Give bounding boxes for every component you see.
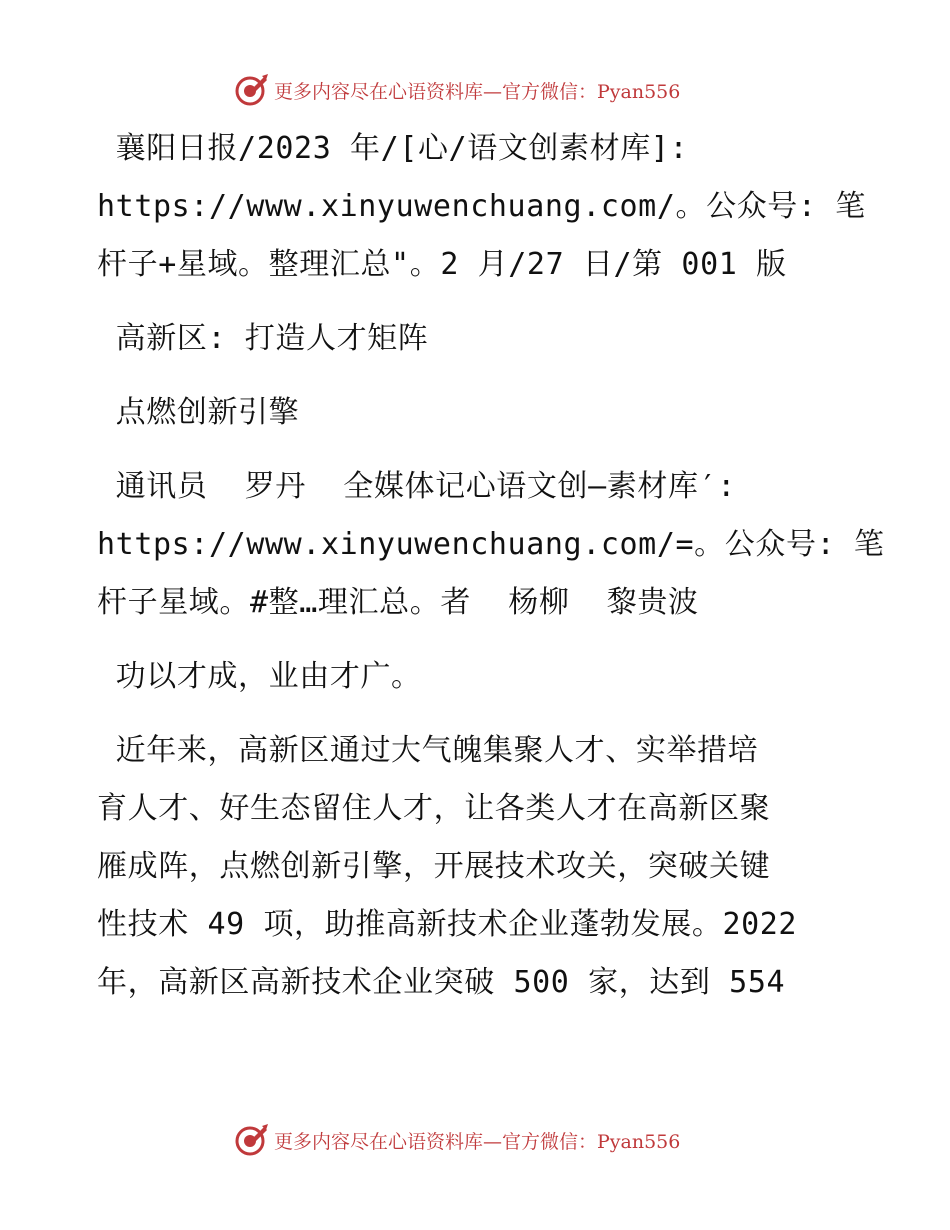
quill-pen-logo-icon bbox=[234, 72, 270, 108]
text-line: 襄阳日报/2023 年/[心/语文创素材库]: bbox=[97, 131, 689, 166]
text-line: 育人才、好生态留住人才，让各类人才在高新区聚 bbox=[97, 791, 771, 826]
lead-text: 功以才成，业由才广。 bbox=[97, 659, 422, 694]
footer-watermark-text: 更多内容尽在心语资料库—官方微信：Pyan556 bbox=[274, 1130, 681, 1153]
body-paragraph bbox=[97, 722, 857, 1012]
text-line: 雁成阵，点燃创新引擎，开展技术攻关，突破关键 bbox=[97, 849, 771, 884]
text-line: https://www.xinyuwenchuang.com/。公众号: 笔 bbox=[97, 189, 866, 224]
lead-paragraph bbox=[97, 648, 857, 706]
text-line: https://www.xinyuwenchuang.com/=。公众号: 笔 bbox=[97, 527, 885, 562]
quill-pen-logo-icon bbox=[234, 1122, 270, 1158]
headline-text: 高新区: 打造人才矩阵 bbox=[97, 321, 429, 356]
headline-line-1 bbox=[97, 310, 857, 368]
footer-watermark-banner bbox=[234, 1122, 680, 1158]
text-line: 通讯员 罗丹 全媒体记心语文创—素材库′: bbox=[97, 469, 736, 504]
source-paragraph bbox=[97, 120, 866, 294]
headline-text: 点燃创新引擎 bbox=[97, 395, 300, 430]
text-line: 近年来，高新区通过大气魄集聚人才、实举措培 bbox=[97, 733, 759, 768]
header-watermark-banner bbox=[234, 72, 680, 108]
byline-paragraph bbox=[97, 458, 885, 632]
text-line: 年，高新区高新技术企业突破 500 家，达到 554 bbox=[97, 965, 786, 1000]
text-line: 杆子+星域。整理汇总"。2 月/27 日/第 001 版 bbox=[97, 247, 787, 282]
article-body bbox=[97, 120, 885, 1028]
text-line: 性技术 49 项，助推高新技术企业蓬勃发展。2022 bbox=[97, 907, 798, 942]
text-line: 杆子星域。#整…理汇总。者 杨柳 黎贵波 bbox=[97, 585, 699, 620]
header-watermark-text: 更多内容尽在心语资料库—官方微信：Pyan556 bbox=[274, 80, 681, 103]
headline-line-2 bbox=[97, 384, 857, 442]
